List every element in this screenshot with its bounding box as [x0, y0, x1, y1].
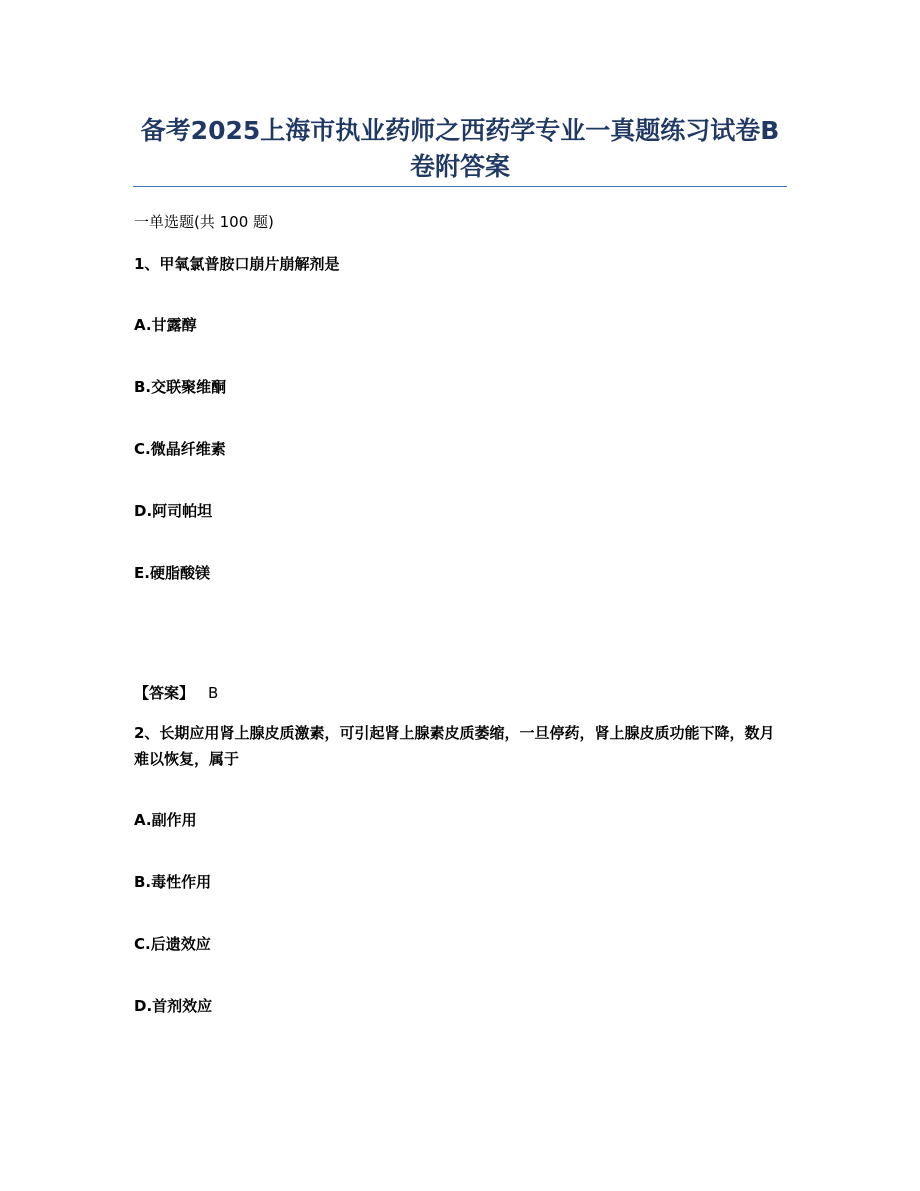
question-1-option-c: C.微晶纤维素: [134, 440, 226, 458]
question-1-option-b: B.交联聚维酮: [134, 378, 227, 396]
question-2-option-d: D.首剂效应: [134, 997, 213, 1015]
question-1-option-d: D.阿司帕坦: [134, 502, 213, 520]
title-line-1: 备考2025上海市执业药师之西药学专业一真题练习试卷B: [140, 116, 780, 145]
question-2-option-b: B.毒性作用: [134, 873, 212, 891]
question-1-option-e: E.硬脂酸镁: [134, 564, 210, 582]
section-label: 一单选题(共 100 题): [134, 213, 274, 231]
question-1-answer: [134, 682, 218, 704]
answer-label: 【答案】: [134, 684, 195, 702]
document-title: [133, 113, 787, 185]
question-1-stem: 1、甲氧氯普胺口崩片崩解剂是: [134, 255, 340, 273]
question-2-option-a: A.副作用: [134, 811, 197, 829]
answer-value: B: [208, 684, 219, 702]
question-2-option-c: C.后遗效应: [134, 935, 211, 953]
question-1-option-a: A.甘露醇: [134, 316, 197, 334]
title-line-2: 卷附答案: [409, 152, 510, 181]
title-divider: [133, 186, 787, 187]
question-2-stem: 2、长期应用肾上腺皮质激素，可引起肾上腺素皮质萎缩，一旦停药，肾上腺皮质功能下降，数月难以恢复，属于: [134, 724, 775, 768]
